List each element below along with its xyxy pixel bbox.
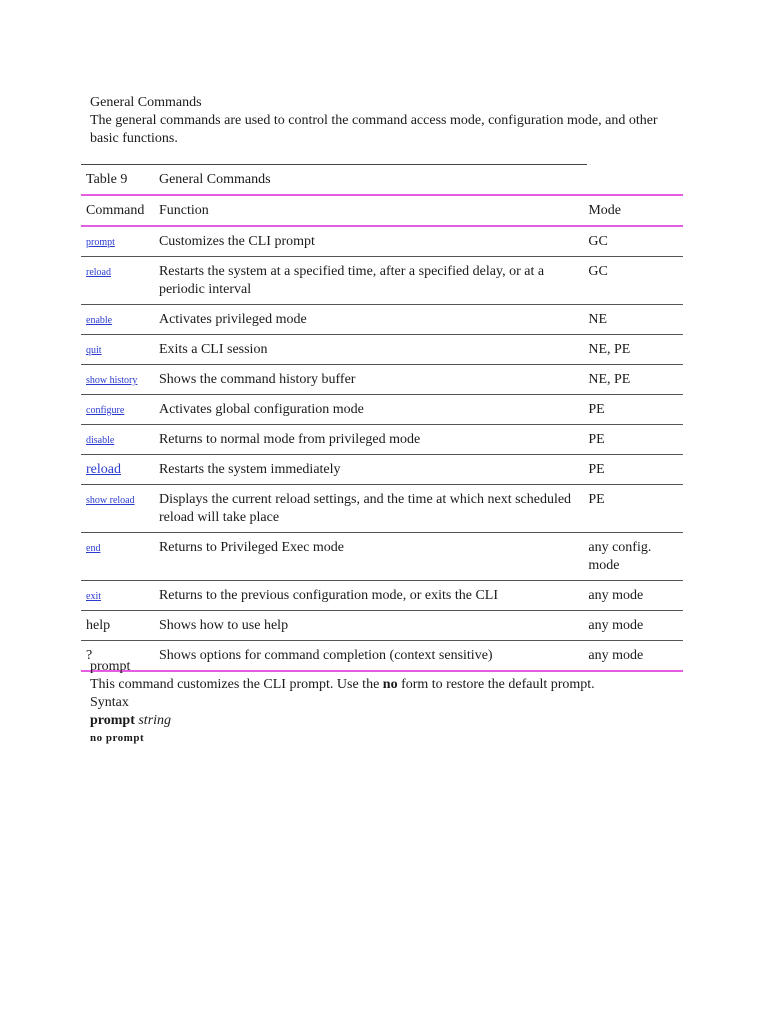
mode-cell: any mode	[583, 581, 683, 611]
prompt-heading: prompt	[90, 659, 131, 674]
function-cell: Shows the command history buffer	[154, 365, 583, 395]
function-cell: Activates global configuration mode	[154, 395, 583, 425]
command-cell-question: ?	[81, 641, 154, 672]
mode-cell: GC	[583, 257, 683, 305]
function-cell: Exits a CLI session	[154, 335, 583, 365]
table-caption-row	[81, 165, 683, 195]
function-cell: Shows how to use help	[154, 611, 583, 641]
mode-cell: any mode	[583, 641, 683, 672]
function-cell: Activates privileged mode	[154, 305, 583, 335]
prompt-command-section	[90, 658, 690, 746]
mode-cell: NE	[583, 305, 683, 335]
table-row	[81, 335, 683, 365]
syntax-line	[90, 712, 690, 730]
no-keyword: no	[382, 677, 398, 692]
command-link-exit[interactable]: exit	[86, 591, 101, 602]
table-row	[81, 257, 683, 305]
mode-cell: PE	[583, 395, 683, 425]
syntax-no-form: no prompt	[90, 732, 145, 744]
function-cell: Returns to the previous configuration mode, or exits the CLI	[154, 581, 583, 611]
mode-cell: PE	[583, 455, 683, 485]
command-link-end[interactable]: end	[86, 543, 101, 554]
syntax-argument: string	[134, 713, 172, 728]
table-row	[81, 455, 683, 485]
command-link-show-history[interactable]: show history	[86, 375, 138, 386]
command-cell-help: help	[81, 611, 154, 641]
function-cell: Shows options for command completion (context sensitive)	[154, 641, 583, 672]
header-function: Function	[154, 195, 583, 226]
mode-cell: NE, PE	[583, 335, 683, 365]
table-row	[81, 611, 683, 641]
mode-cell: GC	[583, 226, 683, 257]
table-row	[81, 226, 683, 257]
command-link-prompt[interactable]: prompt	[86, 237, 115, 248]
command-link-reload[interactable]: reload	[86, 462, 121, 477]
header-mode: Mode	[583, 195, 683, 226]
intro-section	[90, 94, 680, 148]
command-link-configure[interactable]: configure	[86, 405, 125, 416]
table-caption-number: Table 9	[81, 165, 154, 195]
section-title: General Commands	[90, 95, 202, 110]
table-row	[81, 305, 683, 335]
mode-cell: any config. mode	[583, 533, 683, 581]
table-header-row	[81, 195, 683, 226]
table-row	[81, 581, 683, 611]
function-cell: Displays the current reload settings, and the time at which next scheduled reload will take place	[154, 485, 583, 533]
syntax-label: Syntax	[90, 695, 129, 710]
table-row	[81, 485, 683, 533]
prompt-description: This command customizes the CLI prompt. Use the no form to restore the default prompt.	[90, 677, 595, 692]
command-link-reload-timed[interactable]: reload	[86, 267, 111, 278]
mode-cell: any mode	[583, 611, 683, 641]
command-link-disable[interactable]: disable	[86, 435, 115, 446]
table-caption-title: General Commands	[154, 165, 583, 195]
command-link-quit[interactable]: quit	[86, 345, 102, 356]
table-row	[81, 425, 683, 455]
command-link-enable[interactable]: enable	[86, 315, 113, 326]
mode-cell: NE, PE	[583, 365, 683, 395]
table-row	[81, 533, 683, 581]
section-description: The general commands are used to control the command access mode, configuration mode, and other basic functions.	[90, 113, 658, 146]
function-cell: Customizes the CLI prompt	[154, 226, 583, 257]
syntax-command: prompt	[90, 713, 135, 728]
mode-cell: PE	[583, 485, 683, 533]
header-command: Command	[81, 195, 154, 226]
command-link-show-reload[interactable]: show reload	[86, 495, 135, 506]
commands-table	[81, 165, 683, 672]
function-cell: Restarts the system at a specified time, after a specified delay, or at a periodic interval	[154, 257, 583, 305]
table-row	[81, 365, 683, 395]
function-cell: Restarts the system immediately	[154, 455, 583, 485]
function-cell: Returns to normal mode from privileged mode	[154, 425, 583, 455]
function-cell: Returns to Privileged Exec mode	[154, 533, 583, 581]
table-row	[81, 395, 683, 425]
mode-cell: PE	[583, 425, 683, 455]
commands-table-container	[81, 164, 683, 672]
